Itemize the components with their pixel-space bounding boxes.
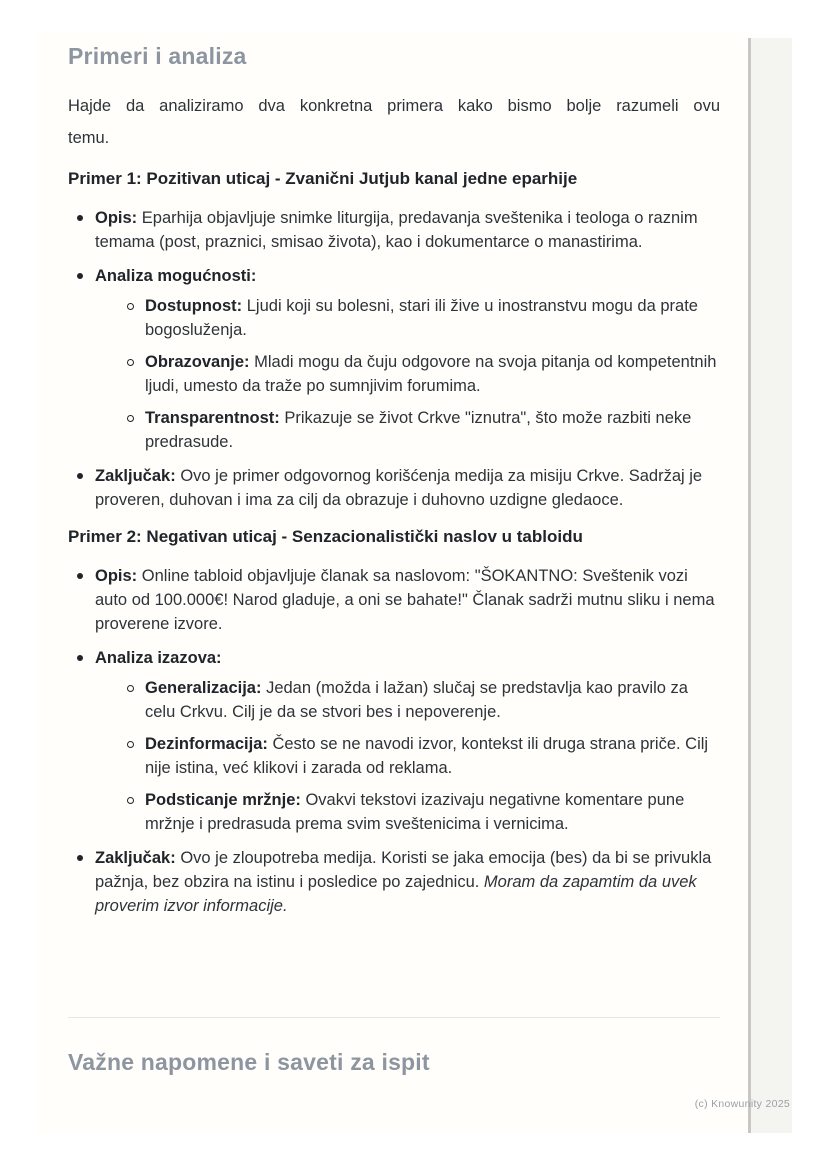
copyright-label: (c) Knowunity 2025 — [694, 1098, 790, 1110]
bullet-circle-marker — [127, 415, 134, 422]
example-2-sublist — [118, 676, 720, 836]
sublist-item-generalizacija — [118, 676, 720, 724]
list-item-zakljucak-1 — [68, 464, 720, 512]
bullet-dot-marker — [77, 273, 83, 279]
item-label: Dostupnost: — [145, 297, 243, 315]
item-italic-note: Moram da zapamtim da uvek proverim izvor informacije. — [95, 873, 697, 915]
bottom-section — [68, 1017, 720, 1076]
item-label: Obrazovanje: — [145, 353, 250, 371]
item-text: Online tabloid objavljuje članak sa naslovom: "ŠOKANTNO: Sveštenik vozi auto od 100.000€! Narod gladuje, a oni se bahate!" Članak sadrži mutnu sliku i nema proverene izvore. — [95, 567, 715, 633]
intro-paragraph — [68, 90, 720, 154]
example-2-list — [68, 564, 720, 918]
bullet-circle-marker — [127, 685, 134, 692]
page-right-gutter — [751, 38, 792, 1133]
bullet-circle-marker — [127, 797, 134, 804]
list-item-analiza-mogucnosti — [68, 264, 720, 454]
example-1-list — [68, 206, 720, 512]
item-text: Prikazuje se život Crkve "iznutra", što može razbiti neke predrasude. — [145, 409, 692, 451]
bullet-dot-marker — [77, 855, 83, 861]
sublist-item-transparentnost — [118, 406, 720, 454]
page-content — [37, 32, 748, 928]
item-text: Eparhija objavljuje snimke liturgija, predavanja sveštenika i teologa o raznim temama (post, praznici, smisao života), kao i dokumentarce o manastirima. — [95, 209, 698, 251]
sublist-item-dezinformacija — [118, 732, 720, 780]
list-item-opis-2 — [68, 564, 720, 636]
bullet-circle-marker — [127, 741, 134, 748]
sublist-item-obrazovanje — [118, 350, 720, 398]
section-title-primeri: Primeri i analiza — [68, 43, 247, 69]
sublist-item-dostupnost — [118, 294, 720, 342]
bullet-circle-marker — [127, 303, 134, 310]
item-label: Zaključak: — [95, 849, 176, 867]
document-page — [37, 32, 792, 1133]
item-text: Ovo je primer odgovornog korišćenja medija za misiju Crkve. Sadržaj je proveren, duhovan i ima za cilj da obrazuje i duhovno uzdigne gledaoce. — [95, 467, 703, 509]
item-label: Generalizacija: — [145, 679, 262, 697]
item-text: Jedan (možda i lažan) slučaj se predstavlja kao pravilo za celu Crkvu. Cilj je da se stvori bes i nepoverenje. — [145, 679, 688, 721]
item-text: Ljudi koji su bolesni, stari ili žive u inostranstvu mogu da prate bogosluženja. — [145, 297, 698, 339]
item-label: Opis: — [95, 209, 138, 227]
item-label: Dezinformacija: — [145, 735, 268, 753]
sublist-item-podsticanje-mrznje — [118, 788, 720, 836]
bullet-dot-marker — [77, 473, 83, 479]
item-label: Podsticanje mržnje: — [145, 791, 301, 809]
example-2-heading: Primer 2: Negativan uticaj - Senzacionalistički naslov u tabloidu — [68, 527, 583, 546]
item-label: Zaključak: — [95, 467, 176, 485]
item-text: Često se ne navodi izvor, kontekst ili druga strana priče. Cilj nije istina, već klikovi i zarada od reklama. — [145, 735, 709, 777]
bullet-dot-marker — [77, 573, 83, 579]
item-text: Ovakvi tekstovi izazivaju negativne komentare pune mržnje i predrasuda prema svim sveštenicima i vernicima. — [145, 791, 685, 833]
intro-line-1: Hajde da analiziramo dva konkretna primera kako bismo bolje razumeli ovu — [68, 97, 720, 115]
section-title-vazne-napomene: Važne napomene i saveti za ispit — [68, 1049, 430, 1075]
intro-line-2: temu. — [68, 129, 110, 147]
item-label: Analiza mogućnosti: — [95, 267, 257, 285]
item-text: Mladi mogu da čuju odgovore na svoja pitanja od kompetentnih ljudi, umesto da traže po sumnjivim forumima. — [145, 353, 717, 395]
list-item-zakljucak-2 — [68, 846, 720, 918]
item-text: Ovo je zloupotreba medija. Koristi se jaka emocija (bes) da bi se privukla pažnja, bez obzira na istinu i posledice po zajednicu. — [95, 849, 712, 891]
list-item-opis — [68, 206, 720, 254]
item-label: Opis: — [95, 567, 138, 585]
item-label: Transparentnost: — [145, 409, 280, 427]
bullet-dot-marker — [77, 215, 83, 221]
list-item-analiza-izazova — [68, 646, 720, 836]
bullet-circle-marker — [127, 359, 134, 366]
section-divider — [68, 1017, 720, 1018]
item-label: Analiza izazova: — [95, 649, 222, 667]
example-1-sublist — [118, 294, 720, 454]
example-1-heading: Primer 1: Pozitivan uticaj - Zvanični Jutjub kanal jedne eparhije — [68, 169, 578, 188]
bullet-dot-marker — [77, 655, 83, 661]
